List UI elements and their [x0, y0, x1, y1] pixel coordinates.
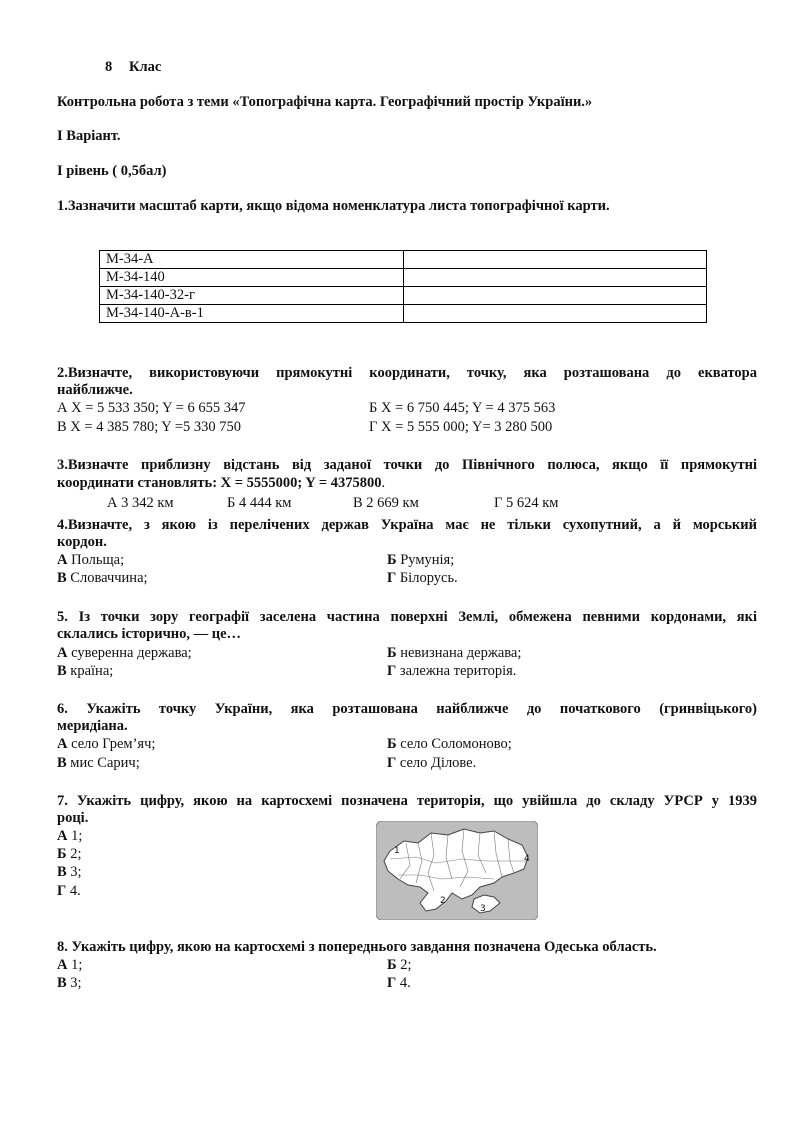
question-5-line-1: 5. Із точки зору географії заселена частина поверхні Землі, обмежена певними кордонами, які	[57, 609, 757, 625]
option-g: Г 4.	[387, 975, 411, 991]
answer-cell[interactable]	[404, 251, 707, 269]
map-label-4: 4	[524, 854, 530, 864]
variant-label: I Варіант.	[57, 128, 121, 144]
option-v: В 2 669 км	[353, 495, 419, 511]
option-v: В мис Сарич;	[57, 755, 140, 771]
question-8-text: 8. Укажіть цифру, якою на картосхемі з попереднього завдання позначена Одеська область.	[57, 939, 657, 955]
question-2-line-2: найближче.	[57, 382, 133, 398]
option-b: Б 2;	[57, 846, 82, 862]
option-g: Г село Ділове.	[387, 755, 477, 771]
question-6-line-1: 6. Укажіть точку України, яка розташована найближче до початкового (гринвіцького)	[57, 701, 757, 717]
question-3-line-1: 3.Визначте приблизну відстань від заданої точки до Північного полюса, якщо її прямокутні	[57, 457, 757, 473]
table-row	[100, 251, 707, 269]
option-v: В X = 4 385 780; Y =5 330 750	[57, 419, 242, 435]
option-v: В Словаччина;	[57, 570, 148, 586]
answer-cell[interactable]	[404, 287, 707, 305]
option-g: Г 5 624 км	[494, 495, 559, 511]
question-3-line-2-text: координати становлять: X = 5555000; Y = 4375800	[57, 475, 382, 491]
question-6-line-2: меридіана.	[57, 718, 128, 734]
table-row	[100, 287, 707, 305]
answer-cell[interactable]	[404, 305, 707, 323]
question-7-line-2: році.	[57, 810, 89, 826]
nomenclature-cell: M-34-140-32-г	[100, 287, 404, 305]
question-4-line-2: кордон.	[57, 534, 107, 550]
option-b: Б Румунія;	[387, 552, 455, 568]
page-title: Контрольна робота з теми «Топографічна карта. Географічний простір України.»	[57, 94, 593, 110]
option-v: В 3;	[57, 864, 82, 880]
option-a: А суверенна держава;	[57, 645, 192, 661]
question-7-line-1: 7. Укажіть цифру, якою на картосхемі позначена територія, що увійшла до складу УРСР у 1939	[57, 793, 757, 809]
map-label-2: 2	[440, 896, 446, 906]
nomenclature-cell: M-34-140	[100, 269, 404, 287]
question-3-line-2-tail: .	[381, 475, 386, 491]
option-g: Г залежна територія.	[387, 663, 517, 679]
table-row	[100, 269, 707, 287]
option-b: Б невизнана держава;	[387, 645, 522, 661]
question-5-line-2: склались історично, — це…	[57, 626, 242, 642]
option-b: Б 4 444 км	[227, 495, 292, 511]
option-a: А 1;	[57, 828, 83, 844]
grade-label: Клас	[129, 59, 162, 75]
option-g: Г X = 5 555 000; Y= 3 280 500	[369, 419, 553, 435]
option-a: А Польща;	[57, 552, 125, 568]
option-a: А 3 342 км	[107, 495, 174, 511]
question-1-text: 1.Зазначити масштаб карти, якщо відома номенклатура листа топографічної карти.	[57, 198, 610, 214]
grade-number: 8	[105, 59, 113, 75]
option-a: А 1;	[57, 957, 83, 973]
answer-cell[interactable]	[404, 269, 707, 287]
nomenclature-cell: M-34-140-A-в-1	[100, 305, 404, 323]
table-row	[100, 305, 707, 323]
nomenclature-cell: M-34-A	[100, 251, 404, 269]
level-label: I рівень ( 0,5бал)	[57, 163, 167, 179]
option-g: Г Білорусь.	[387, 570, 458, 586]
option-b: Б 2;	[387, 957, 412, 973]
option-b: Б X = 6 750 445; Y = 4 375 563	[369, 400, 556, 416]
option-v: В країна;	[57, 663, 114, 679]
option-a: А X = 5 533 350; Y = 6 655 347	[57, 400, 246, 416]
option-b: Б село Соломоново;	[387, 736, 512, 752]
nomenclature-table	[99, 250, 707, 323]
map-label-3: 3	[480, 904, 486, 914]
option-v: В 3;	[57, 975, 82, 991]
option-g: Г 4.	[57, 883, 81, 899]
ukraine-map-image	[376, 821, 538, 920]
question-2-line-1: 2.Визначте, використовуючи прямокутні координати, точку, яка розташована до екватора	[57, 365, 757, 381]
question-4-line-1: 4.Визначте, з якою із перелічених держав Україна має не тільки сухопутний, а й морський	[57, 517, 757, 533]
map-label-1: 1	[394, 846, 400, 856]
option-a: А село Грем’яч;	[57, 736, 156, 752]
question-3-line-2	[57, 475, 385, 492]
